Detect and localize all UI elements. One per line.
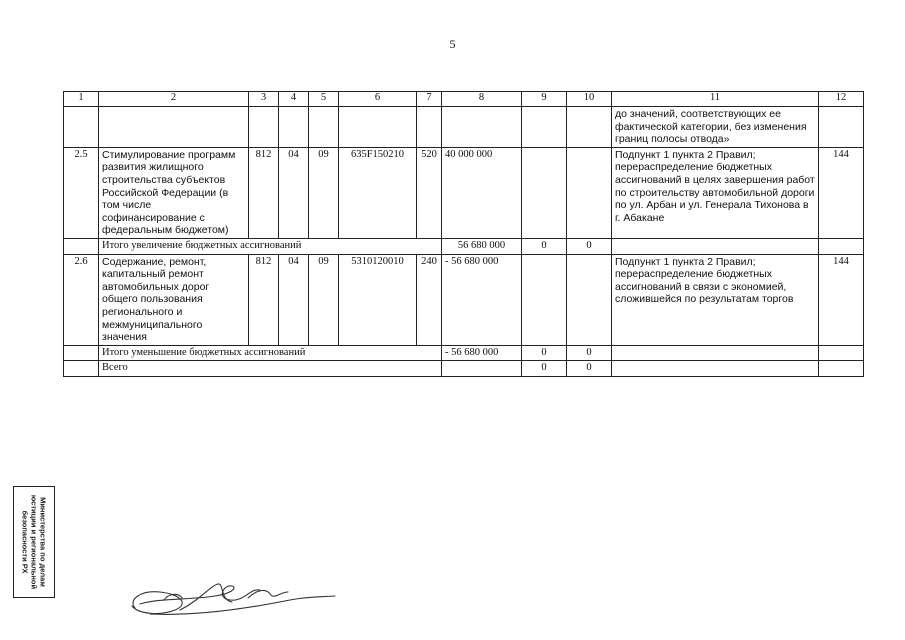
table-header-row — [64, 92, 864, 107]
table-cell: 0 — [522, 345, 567, 361]
item-name-cell: Содержание, ремонт, капитальный ремонт автомобильных дорог общего пользования регионального и межмуниципального значения — [99, 254, 249, 345]
code-cell: 144 — [819, 147, 864, 238]
code-cell: 04 — [279, 147, 309, 238]
table-row-total-increase — [64, 238, 864, 254]
table-cell — [522, 147, 567, 238]
column-header: 2 — [99, 92, 249, 107]
table-row-continuation — [64, 107, 864, 148]
column-header: 6 — [339, 92, 417, 107]
code-cell: 812 — [249, 254, 279, 345]
code-cell: 144 — [819, 254, 864, 345]
total-label-cell: Итого уменьшение бюджетных ассигнований — [99, 345, 442, 361]
amount-cell: - 56 680 000 — [442, 345, 522, 361]
grand-total-label-cell: Всего — [99, 361, 442, 377]
table-cell — [567, 107, 612, 148]
column-header: 5 — [309, 92, 339, 107]
amount-cell: 40 000 000 — [442, 147, 522, 238]
column-header: 10 — [567, 92, 612, 107]
code-cell: 09 — [309, 254, 339, 345]
table-row-grand-total — [64, 361, 864, 377]
amount-cell: - 56 680 000 — [442, 254, 522, 345]
table-cell — [819, 345, 864, 361]
justification-cell: Подпункт 1 пункта 2 Правил; перераспределение бюджетных ассигнований в целях завершения работ по строительству автомобильной дороги по ул. Арбан и ул. Генерала Тихонова в г. Абакане — [612, 147, 819, 238]
table-row-item-2-5 — [64, 147, 864, 238]
column-header: 3 — [249, 92, 279, 107]
table-row-total-decrease — [64, 345, 864, 361]
ministry-stamp — [13, 486, 55, 598]
table-cell — [442, 107, 522, 148]
table-cell — [819, 238, 864, 254]
table-cell: 0 — [567, 361, 612, 377]
table-cell — [64, 238, 99, 254]
total-label-cell: Итого увеличение бюджетных ассигнований — [99, 238, 442, 254]
table-cell — [522, 254, 567, 345]
table-cell — [339, 107, 417, 148]
table-cell — [819, 361, 864, 377]
code-cell: 04 — [279, 254, 309, 345]
amount-cell: 56 680 000 — [442, 238, 522, 254]
budget-table — [63, 91, 864, 377]
column-header: 12 — [819, 92, 864, 107]
page-number: 5 — [449, 37, 456, 51]
table-cell — [417, 107, 442, 148]
column-header: 7 — [417, 92, 442, 107]
table-cell — [64, 107, 99, 148]
justification-cell: Подпункт 1 пункта 2 Правил; перераспределение бюджетных ассигнований в связи с экономией, сложившейся по результатам торгов — [612, 254, 819, 345]
stamp-line: безопасности РХ — [20, 510, 30, 574]
justification-cell: до значений, соответствующих ее фактической категории, без изменения границ полосы отвода» — [612, 107, 819, 148]
item-number-cell: 2.6 — [64, 254, 99, 345]
column-header: 9 — [522, 92, 567, 107]
item-number-cell: 2.5 — [64, 147, 99, 238]
amount-cell — [442, 361, 522, 377]
table-cell — [567, 147, 612, 238]
table-cell — [309, 107, 339, 148]
table-cell — [612, 238, 819, 254]
code-cell: 5310120010 — [339, 254, 417, 345]
table-cell — [64, 361, 99, 377]
table-cell — [612, 361, 819, 377]
table-cell — [522, 107, 567, 148]
column-header: 11 — [612, 92, 819, 107]
code-cell: 520 — [417, 147, 442, 238]
table-cell — [819, 107, 864, 148]
table-cell — [64, 345, 99, 361]
table-cell: 0 — [522, 238, 567, 254]
table-cell — [612, 345, 819, 361]
code-cell: 812 — [249, 147, 279, 238]
table-cell: 0 — [522, 361, 567, 377]
stamp-line: Министерства по делам — [38, 497, 48, 587]
table-cell: 0 — [567, 238, 612, 254]
stamp-text — [21, 490, 48, 594]
table-cell — [567, 254, 612, 345]
table-row-item-2-6 — [64, 254, 864, 345]
column-header: 4 — [279, 92, 309, 107]
table-cell — [279, 107, 309, 148]
column-header: 8 — [442, 92, 522, 107]
item-name-cell: Стимулирование программ развития жилищного строительства субъектов Российской Федерации (в том числе софинансирование с федеральным бюджетом) — [99, 147, 249, 238]
code-cell: 635F150210 — [339, 147, 417, 238]
table-cell — [99, 107, 249, 148]
table-cell: 0 — [567, 345, 612, 361]
handwritten-signature — [120, 570, 350, 625]
table-cell — [249, 107, 279, 148]
column-header: 1 — [64, 92, 99, 107]
code-cell: 09 — [309, 147, 339, 238]
code-cell: 240 — [417, 254, 442, 345]
stamp-line: юстиции и региональной — [29, 494, 39, 590]
